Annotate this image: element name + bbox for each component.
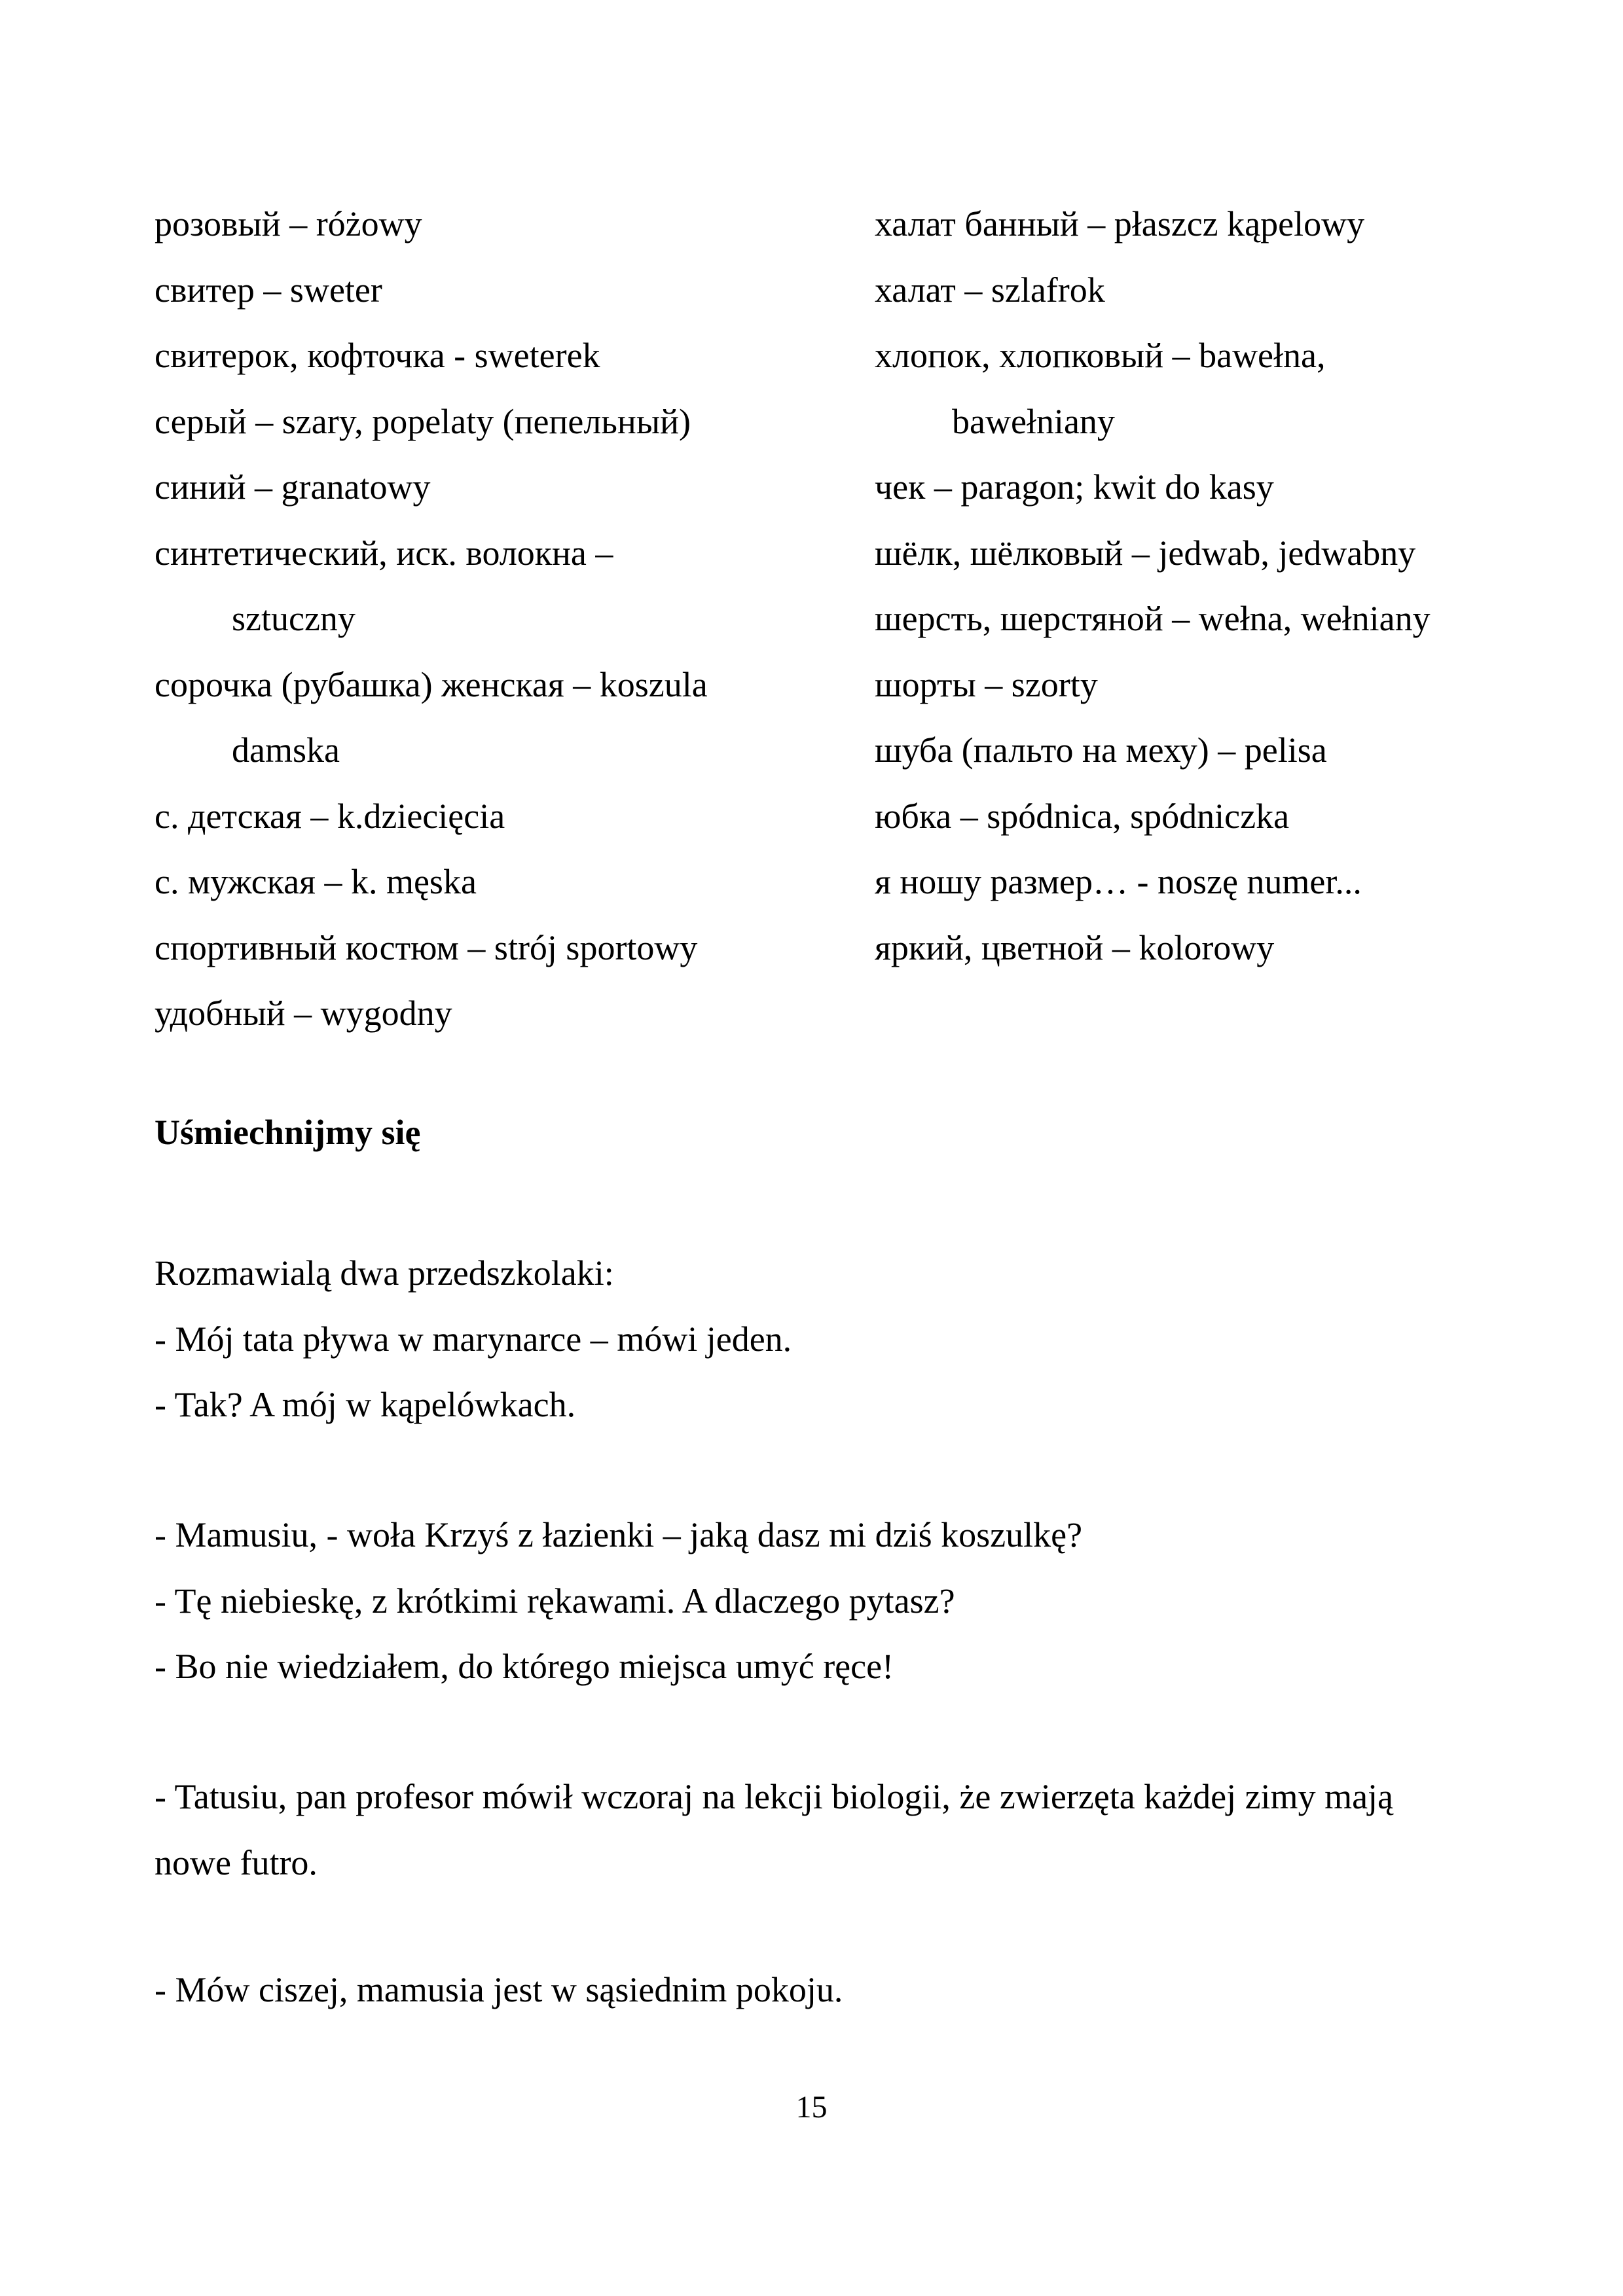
vocab-entry: я ношу размер… - noszę numer... xyxy=(875,862,1362,901)
vocab-entry-continuation: sztuczny xyxy=(232,599,356,638)
joke-1 xyxy=(155,1240,792,1438)
joke-line: - Tatusiu, pan profesor mówił wczoraj na lekcji biologii, że zwierzęta każdej zimy mają xyxy=(155,1777,1394,1816)
vocab-entry: юбка – spódnica, spódniczka xyxy=(875,796,1290,836)
joke-line: - Tę niebieskę, z krótkimi rękawami. A dlaczego pytasz? xyxy=(155,1581,955,1621)
vocabulary-column-right xyxy=(875,191,1529,980)
vocab-entry: яркий, цветной – kolorowy xyxy=(875,927,1275,967)
vocab-entry: хлопок, хлопковый – bawełna, xyxy=(875,336,1326,375)
joke-line: Rozmawialą dwa przedszkolaki: xyxy=(155,1253,614,1293)
vocab-entry: шорты – szorty xyxy=(875,664,1098,704)
vocab-entry: шерсть, шерстяной – wełna, wełniany xyxy=(875,599,1431,638)
vocab-entry: чек – paragon; kwit do kasy xyxy=(875,467,1274,507)
vocab-entry: спортивный костюм – strój sportowy xyxy=(155,927,698,967)
vocab-entry: сорочка (рубашка) женская – koszula xyxy=(155,664,708,704)
vocab-entry: халат – szlafrok xyxy=(875,270,1105,310)
section-heading: Uśmiechnijmy się xyxy=(155,1113,421,1152)
vocab-entry: серый – szary, popelaty (пепельный) xyxy=(155,401,691,441)
joke-3-punchline xyxy=(155,1957,843,2023)
vocab-entry: с. мужская – k. męska xyxy=(155,862,477,901)
vocab-entry: с. детская – k.dziecięcia xyxy=(155,796,505,836)
joke-2 xyxy=(155,1502,1082,1700)
joke-line: nowe futro. xyxy=(155,1842,318,1882)
joke-line: - Bo nie wiedziałem, do którego miejsca umyć ręce! xyxy=(155,1647,894,1686)
vocab-entry: шуба (пальто на меху) – pelisa xyxy=(875,730,1327,770)
vocab-entry: свитер – sweter xyxy=(155,270,382,310)
vocab-entry: удобный – wygodny xyxy=(155,994,452,1033)
vocabulary-column-left xyxy=(155,191,848,1047)
vocab-entry: синий – granatowy xyxy=(155,467,431,507)
vocab-entry: синтетический, иск. волокна – xyxy=(155,533,613,573)
joke-line: - Mój tata pływa w marynarce – mówi jeden. xyxy=(155,1319,792,1359)
vocab-entry: свитерок, кофточка - sweterek xyxy=(155,336,600,375)
joke-3 xyxy=(155,1764,1393,1895)
vocab-entry: халат банный – płaszcz kąpelowy xyxy=(875,204,1365,243)
vocab-entry: шёлк, шёлковый – jedwab, jedwabny xyxy=(875,533,1416,573)
joke-line: - Mów ciszej, mamusia jest w sąsiednim pokoju. xyxy=(155,1970,843,2009)
joke-line: - Mamusiu, - woła Krzyś z łazienki – jaką dasz mi dziś koszulkę? xyxy=(155,1515,1083,1554)
page-number: 15 xyxy=(795,2090,828,2125)
joke-line: - Tak? A mój w kąpelówkach. xyxy=(155,1385,576,1424)
vocab-entry-continuation: damska xyxy=(232,730,340,770)
vocab-entry: розовый – różowy xyxy=(155,204,422,243)
vocab-entry-continuation: bawełniany xyxy=(952,401,1115,441)
